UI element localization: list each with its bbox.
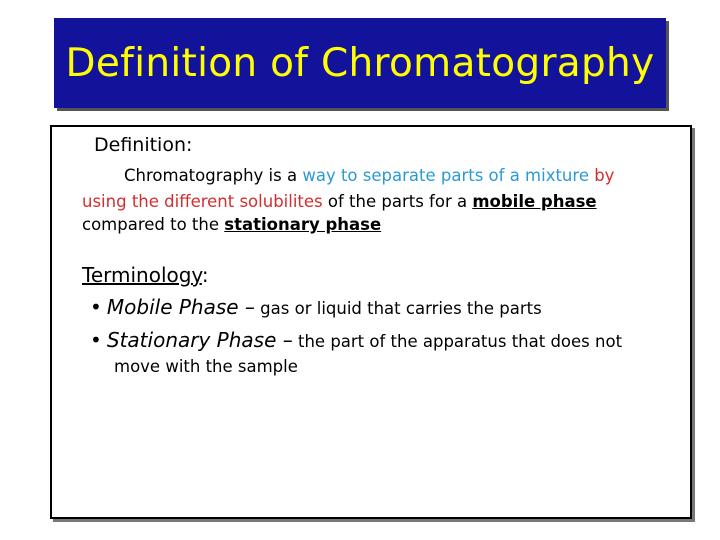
bullet-icon: • [90,295,102,319]
definition-text: compared to the [82,215,225,234]
list-item [90,295,542,319]
term-name: Stationary Phase – [106,328,293,352]
list-item [90,328,622,352]
definition-line-2 [82,192,597,211]
slide-title: Definition of Chromatography [65,40,655,86]
bullet-icon: • [90,328,102,352]
title-bar [54,18,666,108]
definition-heading: Definition: [94,134,193,156]
term-description-continued: move with the sample [114,357,298,376]
definition-highlight: using the different solubilites [82,192,323,211]
stationary-phase-term: stationary phase [224,215,382,234]
term-description: gas or liquid that carries the parts [254,299,542,318]
definition-line-1 [124,166,614,185]
mobile-phase-term: mobile phase [472,192,597,211]
definition-line-3 [82,215,381,234]
definition-text: by [588,166,615,185]
terminology-heading [82,263,209,287]
definition-text: of the parts for a [322,192,473,211]
term-name: Mobile Phase – [106,295,255,319]
definition-text: Chromatography is a [124,166,303,185]
terminology-heading-word: Terminology [82,263,202,287]
definition-highlight: way to separate parts of a mixture [302,166,589,185]
term-description: the part of the apparatus that does not [292,332,623,351]
terminology-heading-colon: : [201,263,209,287]
